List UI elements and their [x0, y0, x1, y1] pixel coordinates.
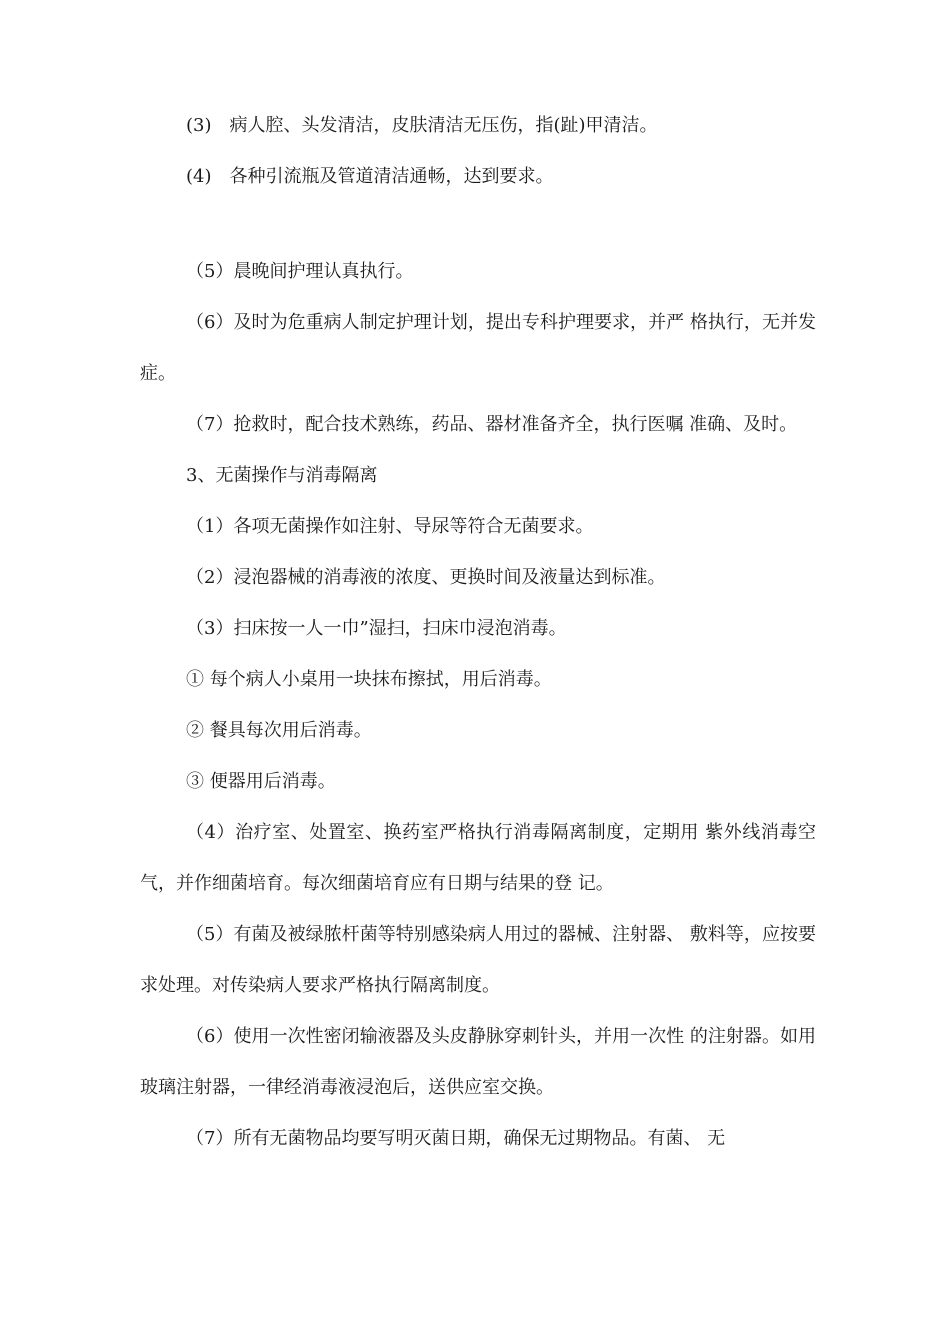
subitem-circled-1: ① 每个病人小桌用一块抹布擦拭，用后消毒。 [186, 669, 552, 690]
section-heading-aseptic: 3、无菌操作与消毒隔离 [186, 465, 378, 486]
paragraph-item-5: （5）晨晚间护理认真执行。 [186, 261, 414, 282]
paragraph-gap [140, 202, 816, 246]
paragraph-item-6: （6）及时为危重病人制定护理计划，提出专科护理要求，并严 格执行，无并发症。 [140, 312, 816, 384]
document-page [140, 100, 816, 1164]
paragraph-item-7: （7）抢救时，配合技术熟练，药品、器材准备齐全，执行医嘱 准确、及时。 [186, 414, 798, 435]
paragraph-item-4: (4) 各种引流瓶及管道清洁通畅，达到要求。 [186, 166, 554, 187]
paragraph-aseptic-4: （4）治疗室、处置室、换药室严格执行消毒隔离制度，定期用 紫外线消毒空气，并作细菌培育。每次细菌培育应有日期与结果的登 记。 [140, 822, 816, 894]
paragraph-item-3: (3) 病人腔、头发清洁，皮肤清洁无压伤，指(趾)甲清洁。 [186, 115, 658, 136]
paragraph-aseptic-2: （2）浸泡器械的消毒液的浓度、更换时间及液量达到标准。 [186, 567, 666, 588]
paragraph-aseptic-1: （1）各项无菌操作如注射、导尿等符合无菌要求。 [186, 516, 594, 537]
subitem-circled-2: ② 餐具每次用后消毒。 [186, 720, 372, 741]
subitem-circled-3: ③ 便器用后消毒。 [186, 771, 336, 792]
paragraph-aseptic-7: （7）所有无菌物品均要写明灭菌日期，确保无过期物品。有菌、 无 [186, 1128, 726, 1149]
paragraph-aseptic-6: （6）使用一次性密闭输液器及头皮静脉穿刺针头，并用一次性 的注射器。如用玻璃注射器，一律经消毒液浸泡后，送供应室交换。 [140, 1026, 816, 1098]
paragraph-aseptic-5: （5）有菌及被绿脓杆菌等特别感染病人用过的器械、注射器、 敷料等，应按要求处理。对传染病人要求严格执行隔离制度。 [140, 924, 816, 996]
paragraph-aseptic-3: （3）扫床按一人一巾”湿扫，扫床巾浸泡消毒。 [186, 618, 567, 639]
